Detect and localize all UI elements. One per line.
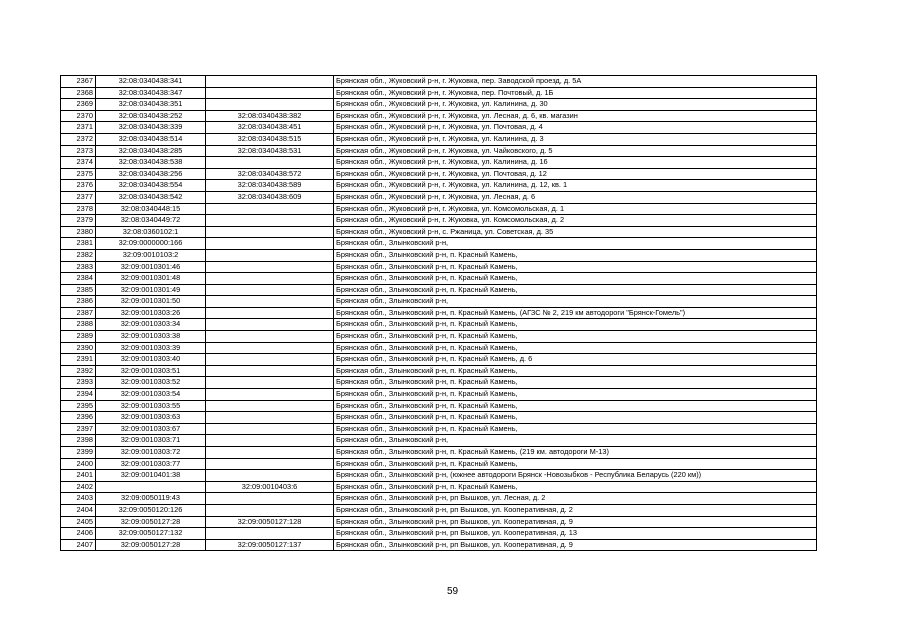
- sub-cadastral-number-cell: [206, 99, 334, 111]
- table-row: [61, 412, 817, 424]
- sub-cadastral-number-cell: [206, 458, 334, 470]
- table-row: [61, 226, 817, 238]
- cadastral-number-cell: 32:09:0050120:126: [96, 504, 206, 516]
- cadastral-number-cell: 32:09:0010303:72: [96, 447, 206, 459]
- row-number-cell: 2379: [61, 215, 96, 227]
- row-number-cell: 2368: [61, 87, 96, 99]
- sub-cadastral-number-cell: [206, 377, 334, 389]
- cadastral-number-cell: 32:09:0010103:2: [96, 249, 206, 261]
- sub-cadastral-number-cell: [206, 528, 334, 540]
- cadastral-table-body: [61, 76, 817, 551]
- table-row: [61, 342, 817, 354]
- sub-cadastral-number-cell: [206, 354, 334, 366]
- cadastral-number-cell: 32:09:0010303:40: [96, 354, 206, 366]
- row-number-cell: 2369: [61, 99, 96, 111]
- table-row: [61, 481, 817, 493]
- address-cell: Брянская обл., Жуковский р-н, г. Жуковка, ул. Комсомольская, д. 2: [334, 215, 817, 227]
- table-row: [61, 157, 817, 169]
- cadastral-number-cell: 32:08:0340438:351: [96, 99, 206, 111]
- row-number-cell: 2407: [61, 539, 96, 551]
- table-row: [61, 365, 817, 377]
- table-row: [61, 133, 817, 145]
- table-row: [61, 203, 817, 215]
- cadastral-number-cell: 32:08:0340438:339: [96, 122, 206, 134]
- cadastral-number-cell: 32:08:0340438:256: [96, 168, 206, 180]
- cadastral-number-cell: 32:09:0050127:132: [96, 528, 206, 540]
- address-cell: Брянская обл., Жуковский р-н, с. Ржаница, ул. Советская, д. 35: [334, 226, 817, 238]
- cadastral-number-cell: 32:09:0010301:46: [96, 261, 206, 273]
- table-row: [61, 319, 817, 331]
- table-row: [61, 539, 817, 551]
- row-number-cell: 2396: [61, 412, 96, 424]
- sub-cadastral-number-cell: [206, 215, 334, 227]
- row-number-cell: 2397: [61, 423, 96, 435]
- cadastral-number-cell: 32:08:0340438:554: [96, 180, 206, 192]
- sub-cadastral-number-cell: [206, 470, 334, 482]
- cadastral-number-cell: 32:09:0010303:26: [96, 307, 206, 319]
- row-number-cell: 2406: [61, 528, 96, 540]
- row-number-cell: 2386: [61, 296, 96, 308]
- address-cell: Брянская обл., Злынковский р-н, рп Вышков, ул. Кооперативная, д. 9: [334, 516, 817, 528]
- sub-cadastral-number-cell: [206, 331, 334, 343]
- row-number-cell: 2392: [61, 365, 96, 377]
- row-number-cell: 2405: [61, 516, 96, 528]
- row-number-cell: 2376: [61, 180, 96, 192]
- row-number-cell: 2387: [61, 307, 96, 319]
- address-cell: Брянская обл., Жуковский р-н, г. Жуковка, ул. Почтовая, д. 4: [334, 122, 817, 134]
- address-cell: Брянская обл., Жуковский р-н, г. Жуковка, пер. Почтовый, д. 1Б: [334, 87, 817, 99]
- address-cell: Брянская обл., Жуковский р-н, г. Жуковка, ул. Калинина, д. 16: [334, 157, 817, 169]
- address-cell: Брянская обл., Злынковский р-н, п. Красный Камень,: [334, 458, 817, 470]
- sub-cadastral-number-cell: [206, 435, 334, 447]
- sub-cadastral-number-cell: [206, 389, 334, 401]
- row-number-cell: 2394: [61, 389, 96, 401]
- address-cell: Брянская обл., Злынковский р-н, п. Красный Камень,: [334, 400, 817, 412]
- table-row: [61, 423, 817, 435]
- address-cell: Брянская обл., Злынковский р-н, п. Красный Камень,: [334, 342, 817, 354]
- cadastral-number-cell: 32:08:0340438:542: [96, 191, 206, 203]
- address-cell: Брянская обл., Злынковский р-н, п. Красный Камень,: [334, 249, 817, 261]
- cadastral-number-cell: 32:09:0010301:48: [96, 273, 206, 285]
- address-cell: Брянская обл., Злынковский р-н, п. Красный Камень,: [334, 412, 817, 424]
- sub-cadastral-number-cell: [206, 296, 334, 308]
- cadastral-number-cell: 32:08:0340448:15: [96, 203, 206, 215]
- sub-cadastral-number-cell: [206, 504, 334, 516]
- sub-cadastral-number-cell: [206, 226, 334, 238]
- row-number-cell: 2404: [61, 504, 96, 516]
- page-number: 59: [446, 586, 459, 597]
- table-row: [61, 504, 817, 516]
- row-number-cell: 2381: [61, 238, 96, 250]
- row-number-cell: 2389: [61, 331, 96, 343]
- address-cell: Брянская обл., Жуковский р-н, г. Жуковка, ул. Лесная, д. 6: [334, 191, 817, 203]
- address-cell: Брянская обл., Злынковский р-н, (южнее автодороги Брянск -Новозыбков - Республика Беларусь (220 км)): [334, 470, 817, 482]
- cadastral-number-cell: 32:08:0340438:538: [96, 157, 206, 169]
- table-row: [61, 180, 817, 192]
- address-cell: Брянская обл., Жуковский р-н, г. Жуковка, ул. Калинина, д. 12, кв. 1: [334, 180, 817, 192]
- sub-cadastral-number-cell: [206, 273, 334, 285]
- row-number-cell: 2377: [61, 191, 96, 203]
- row-number-cell: 2374: [61, 157, 96, 169]
- table-row: [61, 215, 817, 227]
- cadastral-number-cell: 32:09:0010303:51: [96, 365, 206, 377]
- row-number-cell: 2403: [61, 493, 96, 505]
- cadastral-number-cell: 32:09:0050127:28: [96, 539, 206, 551]
- address-cell: Брянская обл., Злынковский р-н, п. Красный Камень,: [334, 273, 817, 285]
- table-row: [61, 110, 817, 122]
- cadastral-number-cell: 32:09:0010401:38: [96, 470, 206, 482]
- cadastral-number-cell: 32:09:0010303:63: [96, 412, 206, 424]
- table-row: [61, 261, 817, 273]
- row-number-cell: 2373: [61, 145, 96, 157]
- cadastral-number-cell: 32:09:0010301:50: [96, 296, 206, 308]
- address-cell: Брянская обл., Злынковский р-н, п. Красный Камень,: [334, 331, 817, 343]
- table-row: [61, 238, 817, 250]
- cadastral-number-cell: 32:09:0010303:54: [96, 389, 206, 401]
- row-number-cell: 2401: [61, 470, 96, 482]
- table-row: [61, 249, 817, 261]
- address-cell: Брянская обл., Злынковский р-н, п. Красный Камень, д. 6: [334, 354, 817, 366]
- cadastral-table: [60, 75, 817, 551]
- cadastral-number-cell: 32:08:0340438:514: [96, 133, 206, 145]
- address-cell: Брянская обл., Жуковский р-н, г. Жуковка, ул. Калинина, д. 30: [334, 99, 817, 111]
- cadastral-number-cell: 32:09:0050127:28: [96, 516, 206, 528]
- table-row: [61, 99, 817, 111]
- address-cell: Брянская обл., Злынковский р-н, п. Красный Камень, (219 км. автодороги М-13): [334, 447, 817, 459]
- table-row: [61, 273, 817, 285]
- row-number-cell: 2370: [61, 110, 96, 122]
- address-cell: Брянская обл., Жуковский р-н, г. Жуковка, ул. Лесная, д. 6, кв. магазин: [334, 110, 817, 122]
- cadastral-number-cell: 32:08:0340438:252: [96, 110, 206, 122]
- row-number-cell: 2402: [61, 481, 96, 493]
- row-number-cell: 2372: [61, 133, 96, 145]
- sub-cadastral-number-cell: [206, 342, 334, 354]
- table-row: [61, 307, 817, 319]
- row-number-cell: 2371: [61, 122, 96, 134]
- cadastral-number-cell: 32:08:0340438:341: [96, 76, 206, 88]
- table-row: [61, 191, 817, 203]
- sub-cadastral-number-cell: 32:09:0050127:128: [206, 516, 334, 528]
- sub-cadastral-number-cell: 32:08:0340438:531: [206, 145, 334, 157]
- row-number-cell: 2367: [61, 76, 96, 88]
- table-row: [61, 331, 817, 343]
- sub-cadastral-number-cell: 32:08:0340438:572: [206, 168, 334, 180]
- address-cell: Брянская обл., Злынковский р-н, п. Красный Камень,: [334, 481, 817, 493]
- address-cell: Брянская обл., Злынковский р-н, рп Вышков, ул. Кооперативная, д. 13: [334, 528, 817, 540]
- cadastral-number-cell: 32:08:0340449:72: [96, 215, 206, 227]
- table-row: [61, 76, 817, 88]
- address-cell: Брянская обл., Злынковский р-н, п. Красный Камень,: [334, 261, 817, 273]
- address-cell: Брянская обл., Злынковский р-н, п. Красный Камень,: [334, 319, 817, 331]
- table-row: [61, 389, 817, 401]
- row-number-cell: 2378: [61, 203, 96, 215]
- sub-cadastral-number-cell: [206, 447, 334, 459]
- row-number-cell: 2375: [61, 168, 96, 180]
- row-number-cell: 2382: [61, 249, 96, 261]
- sub-cadastral-number-cell: 32:09:0010403:6: [206, 481, 334, 493]
- sub-cadastral-number-cell: [206, 412, 334, 424]
- sub-cadastral-number-cell: [206, 249, 334, 261]
- table-row: [61, 284, 817, 296]
- table-row: [61, 168, 817, 180]
- table-row: [61, 493, 817, 505]
- row-number-cell: 2398: [61, 435, 96, 447]
- sub-cadastral-number-cell: [206, 307, 334, 319]
- row-number-cell: 2385: [61, 284, 96, 296]
- sub-cadastral-number-cell: [206, 238, 334, 250]
- cadastral-number-cell: 32:09:0010303:52: [96, 377, 206, 389]
- sub-cadastral-number-cell: [206, 319, 334, 331]
- address-cell: Брянская обл., Жуковский р-н, г. Жуковка, ул. Комсомольская, д. 1: [334, 203, 817, 215]
- address-cell: Брянская обл., Жуковский р-н, г. Жуковка, ул. Почтовая, д. 12: [334, 168, 817, 180]
- address-cell: Брянская обл., Злынковский р-н,: [334, 296, 817, 308]
- row-number-cell: 2391: [61, 354, 96, 366]
- cadastral-number-cell: 32:09:0050119:43: [96, 493, 206, 505]
- sub-cadastral-number-cell: 32:08:0340438:515: [206, 133, 334, 145]
- table-row: [61, 377, 817, 389]
- row-number-cell: 2383: [61, 261, 96, 273]
- table-row: [61, 145, 817, 157]
- sub-cadastral-number-cell: 32:08:0340438:451: [206, 122, 334, 134]
- address-cell: Брянская обл., Злынковский р-н, п. Красный Камень,: [334, 423, 817, 435]
- table-row: [61, 435, 817, 447]
- cadastral-number-cell: 32:09:0010301:49: [96, 284, 206, 296]
- table-row: [61, 470, 817, 482]
- address-cell: Брянская обл., Злынковский р-н,: [334, 435, 817, 447]
- sub-cadastral-number-cell: [206, 284, 334, 296]
- table-row: [61, 354, 817, 366]
- table-row: [61, 447, 817, 459]
- cadastral-number-cell: 32:09:0010303:67: [96, 423, 206, 435]
- cadastral-number-cell: 32:08:0360102:1: [96, 226, 206, 238]
- sub-cadastral-number-cell: 32:08:0340438:609: [206, 191, 334, 203]
- sub-cadastral-number-cell: [206, 365, 334, 377]
- row-number-cell: 2400: [61, 458, 96, 470]
- cadastral-number-cell: 32:08:0340438:347: [96, 87, 206, 99]
- sub-cadastral-number-cell: 32:08:0340438:589: [206, 180, 334, 192]
- row-number-cell: 2384: [61, 273, 96, 285]
- cadastral-number-cell: [96, 481, 206, 493]
- sub-cadastral-number-cell: [206, 493, 334, 505]
- cadastral-number-cell: 32:09:0010303:71: [96, 435, 206, 447]
- row-number-cell: 2395: [61, 400, 96, 412]
- table-row: [61, 400, 817, 412]
- sub-cadastral-number-cell: [206, 261, 334, 273]
- row-number-cell: 2380: [61, 226, 96, 238]
- address-cell: Брянская обл., Злынковский р-н, рп Вышков, ул. Лесная, д. 2: [334, 493, 817, 505]
- sub-cadastral-number-cell: [206, 400, 334, 412]
- address-cell: Брянская обл., Злынковский р-н, п. Красный Камень,: [334, 377, 817, 389]
- row-number-cell: 2399: [61, 447, 96, 459]
- cadastral-number-cell: 32:09:0010303:55: [96, 400, 206, 412]
- sub-cadastral-number-cell: [206, 203, 334, 215]
- table-row: [61, 87, 817, 99]
- row-number-cell: 2393: [61, 377, 96, 389]
- table-row: [61, 458, 817, 470]
- address-cell: Брянская обл., Злынковский р-н, п. Красный Камень, (АГЗС № 2, 219 км автодороги "Брянск-Гомель"): [334, 307, 817, 319]
- cadastral-number-cell: 32:09:0010303:39: [96, 342, 206, 354]
- sub-cadastral-number-cell: [206, 157, 334, 169]
- address-cell: Брянская обл., Злынковский р-н, рп Вышков, ул. Кооперативная, д. 2: [334, 504, 817, 516]
- sub-cadastral-number-cell: [206, 76, 334, 88]
- row-number-cell: 2388: [61, 319, 96, 331]
- cadastral-number-cell: 32:08:0340438:285: [96, 145, 206, 157]
- table-row: [61, 528, 817, 540]
- address-cell: Брянская обл., Злынковский р-н, п. Красный Камень,: [334, 389, 817, 401]
- address-cell: Брянская обл., Жуковский р-н, г. Жуковка, ул. Чайковского, д. 5: [334, 145, 817, 157]
- row-number-cell: 2390: [61, 342, 96, 354]
- address-cell: Брянская обл., Злынковский р-н,: [334, 238, 817, 250]
- table-row: [61, 296, 817, 308]
- address-cell: Брянская обл., Злынковский р-н, п. Красный Камень,: [334, 284, 817, 296]
- sub-cadastral-number-cell: [206, 87, 334, 99]
- sub-cadastral-number-cell: 32:09:0050127:137: [206, 539, 334, 551]
- sub-cadastral-number-cell: 32:08:0340438:382: [206, 110, 334, 122]
- address-cell: Брянская обл., Жуковский р-н, г. Жуковка, пер. Заводской проезд, д. 5А: [334, 76, 817, 88]
- cadastral-number-cell: 32:09:0010303:34: [96, 319, 206, 331]
- cadastral-number-cell: 32:09:0000000:166: [96, 238, 206, 250]
- address-cell: Брянская обл., Злынковский р-н, п. Красный Камень,: [334, 365, 817, 377]
- cadastral-number-cell: 32:09:0010303:38: [96, 331, 206, 343]
- table-row: [61, 122, 817, 134]
- address-cell: Брянская обл., Жуковский р-н, г. Жуковка, ул. Калинина, д. 3: [334, 133, 817, 145]
- address-cell: Брянская обл., Злынковский р-н, рп Вышков, ул. Кооперативная, д. 9: [334, 539, 817, 551]
- sub-cadastral-number-cell: [206, 423, 334, 435]
- cadastral-number-cell: 32:09:0010303:77: [96, 458, 206, 470]
- table-row: [61, 516, 817, 528]
